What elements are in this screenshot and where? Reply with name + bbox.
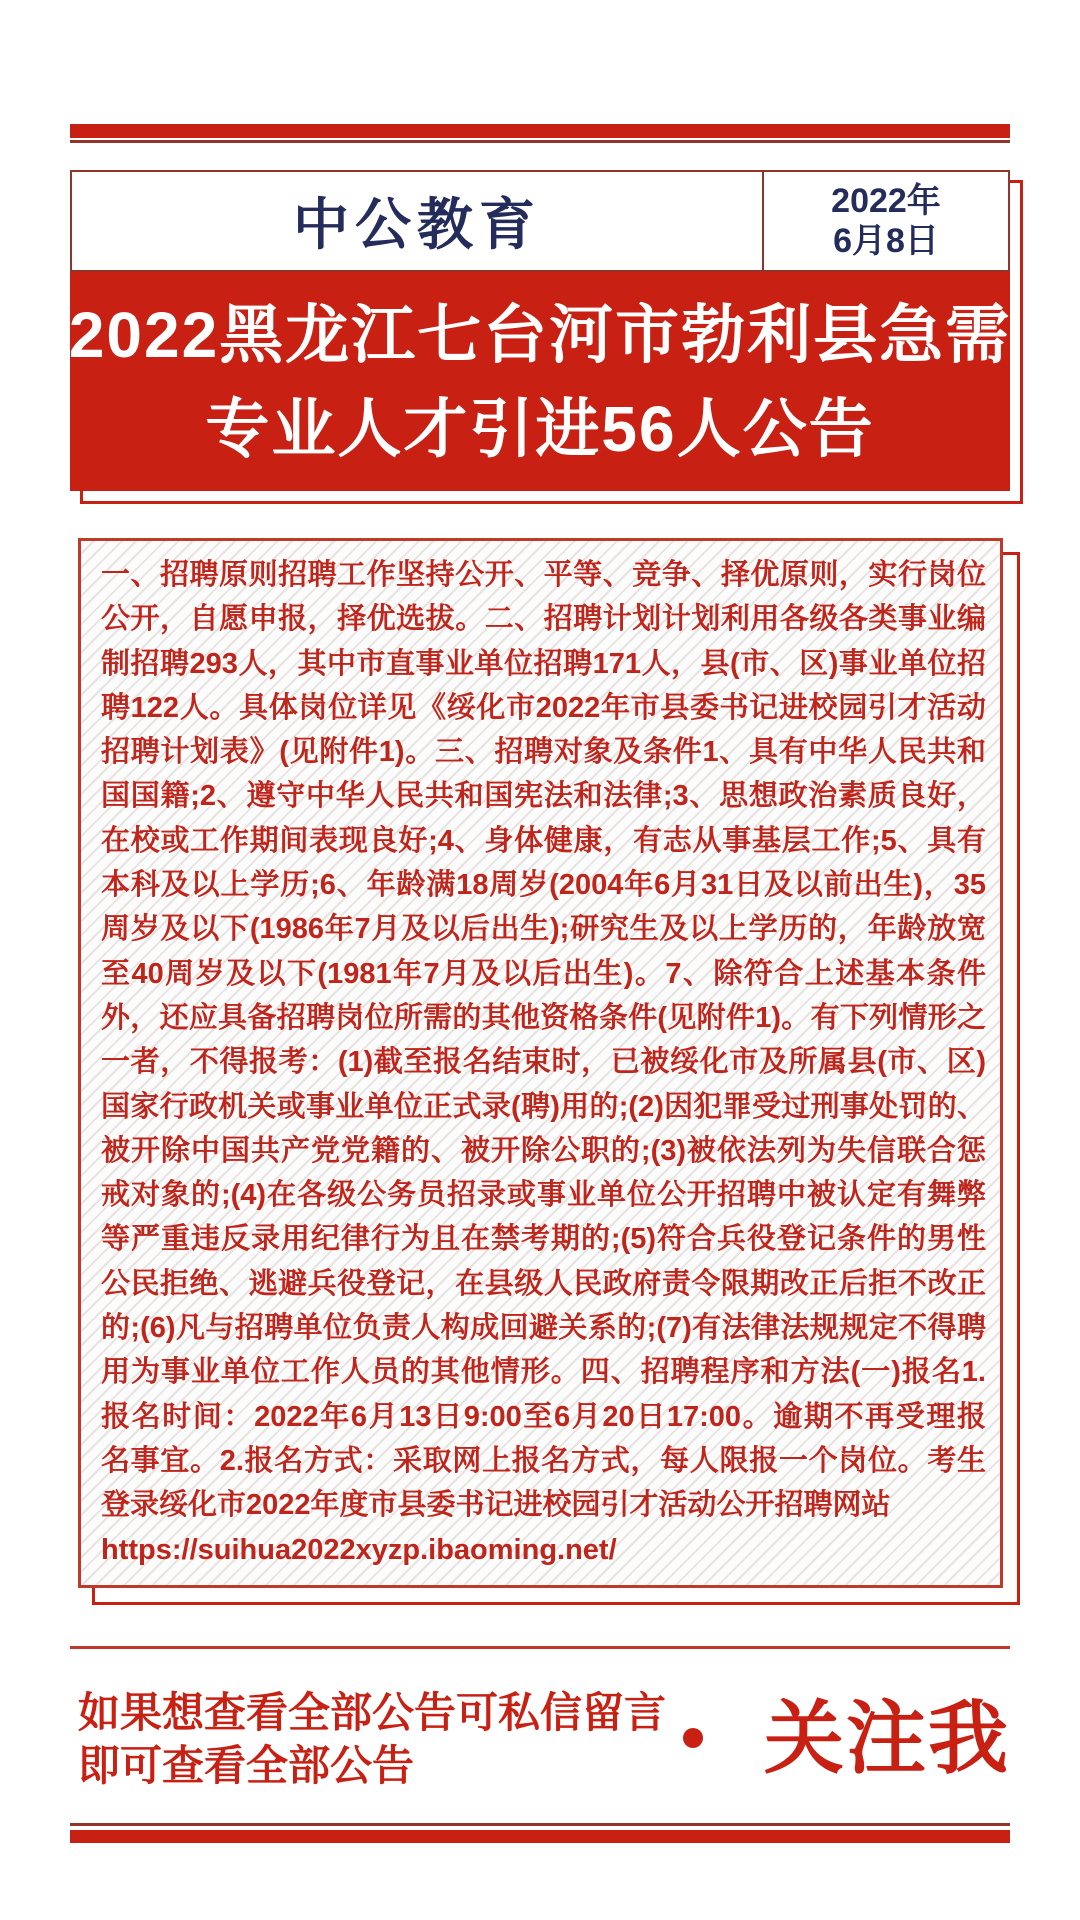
bottom-accent-bar bbox=[70, 1830, 1010, 1843]
footer-note-line-2: 即可查看全部公告 bbox=[78, 1742, 415, 1789]
top-thin-rule bbox=[70, 140, 1010, 143]
body-line: 被开除中国共产党党籍的、被开除公职的;(3)被依法列为失信联合惩 bbox=[101, 1134, 986, 1167]
title-line-2: 专业人才引进56人公告 bbox=[205, 392, 875, 465]
body-line: 国家行政机关或事业单位正式录(聘)用的;(2)因犯罪受过刑事处罚的、 bbox=[101, 1090, 986, 1123]
body-line: 一、招聘原则招聘工作坚持公开、平等、竞争、择优原则，实行岗位 bbox=[101, 559, 986, 591]
body-line: 周岁及以下(1986年7月及以后出生);研究生及以上学历的，年龄放宽 bbox=[101, 913, 986, 946]
body-line: 本科及以上学历;6、年龄满18周岁(2004年6月31日及以前出生)，35 bbox=[101, 869, 986, 902]
footer-note-line-1: 如果想查看全部公告可私信留言 bbox=[78, 1689, 667, 1736]
date-day: 6月8日 bbox=[833, 222, 939, 260]
body-line: 外，还应具备招聘岗位所需的其他资格条件(见附件1)。有下列情形之 bbox=[101, 1001, 986, 1034]
body-line: 至40周岁及以下(1981年7月及以后出生)。7、除符合上述基本条件 bbox=[101, 957, 986, 990]
body-line: 用为事业单位工作人员的其他情形。四、招聘程序和方法(一)报名1. bbox=[101, 1356, 986, 1389]
body-line: 戒对象的;(4)在各级公务员招录或事业单位公开招聘中被认定有舞弊 bbox=[101, 1179, 986, 1212]
bullet-dot-icon bbox=[683, 1728, 703, 1748]
announcement-body bbox=[78, 538, 1003, 1588]
body-line: 公开，自愿申报，择优选拔。二、招聘计划计划利用各级各类事业编 bbox=[101, 603, 986, 636]
body-line: 招聘计划表》(见附件1)。三、招聘对象及条件1、具有中华人民共和 bbox=[101, 736, 986, 769]
header-card bbox=[70, 170, 1010, 272]
top-accent-bar bbox=[70, 124, 1010, 138]
body-line: 公民拒绝、逃避兵役登记，在县级人民政府责令限期改正后拒不改正 bbox=[101, 1267, 986, 1300]
title-line-1: 2022黑龙江七台河市勃利县急需 bbox=[68, 298, 1012, 371]
follow-me-cta[interactable]: 关注我 bbox=[764, 1694, 1010, 1783]
body-line: 等严重违反录用纪律行为且在禁考期的;(5)符合兵役登记条件的男性 bbox=[101, 1223, 986, 1256]
footer-note bbox=[78, 1686, 666, 1792]
brand-name: 中公教育 bbox=[293, 193, 541, 256]
date-year: 2022年 bbox=[831, 182, 941, 220]
title-banner bbox=[70, 272, 1010, 491]
body-line: 的;(6)凡与招聘单位负责人构成回避关系的;(7)有法律法规规定不得聘 bbox=[101, 1312, 986, 1345]
body-line: 登录绥化市2022年度市县委书记进校园引才活动公开招聘网站 bbox=[101, 1489, 891, 1522]
registration-url[interactable]: https://suihua2022xyzp.ibaoming.net/ bbox=[101, 1533, 617, 1566]
brand-cell bbox=[72, 172, 764, 270]
body-line: 聘122人。具体岗位详见《绥化市2022年市县委书记进校园引才活动 bbox=[101, 691, 986, 724]
bottom-thin-rule bbox=[70, 1823, 1010, 1826]
body-line: 制招聘293人，其中市直事业单位招聘171人，县(市、区)事业单位招 bbox=[101, 647, 986, 680]
body-line: 在校或工作期间表现良好;4、身体健康，有志从事基层工作;5、具有 bbox=[101, 824, 986, 857]
body-line: 报名时间：2022年6月13日9:00至6月20日17:00。逾期不再受理报 bbox=[101, 1400, 986, 1433]
body-line: 名事宜。2.报名方式：采取网上报名方式，每人限报一个岗位。考生 bbox=[101, 1444, 986, 1477]
body-line: 一者，不得报考：(1)截至报名结束时，已被绥化市及所属县(市、区) bbox=[101, 1046, 986, 1079]
footer-separator-rule bbox=[70, 1646, 1010, 1649]
date-cell bbox=[764, 172, 1008, 270]
body-line: 国国籍;2、遵守中华人民共和国宪法和法律;3、思想政治素质良好， bbox=[101, 780, 986, 813]
